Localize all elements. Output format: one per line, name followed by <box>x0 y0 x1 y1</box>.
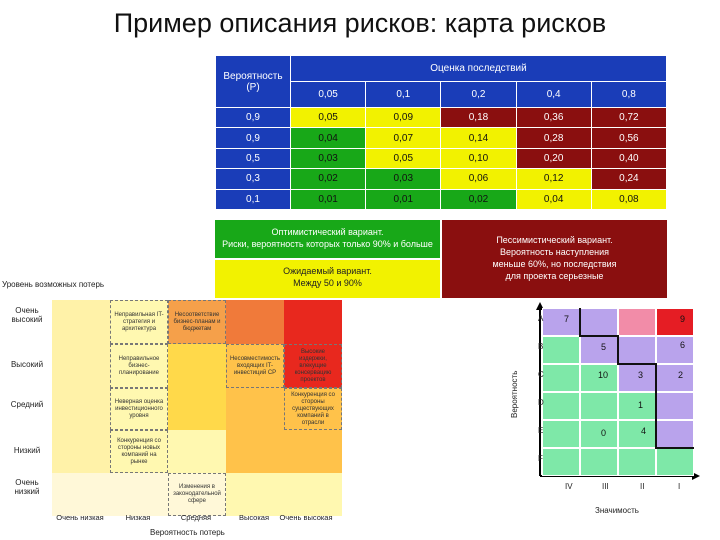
pessimistic-legend <box>442 220 667 298</box>
probability-row-label: F <box>538 454 543 463</box>
risk-cell: 0,09 <box>366 108 441 128</box>
consequence-value: 0,8 <box>591 82 666 108</box>
risk-cell: 0,36 <box>516 108 591 128</box>
probability-label: Очень низкая <box>56 513 104 522</box>
risk-number: 6 <box>680 340 686 350</box>
consequence-header: Оценка последствий <box>291 56 667 82</box>
risk-cell: 0,07 <box>366 128 441 148</box>
risk-assessment-table <box>215 55 667 210</box>
matrix-boundary-line <box>500 298 720 540</box>
risk-cell: Конкуренция со стороны существующих компаний в отрасли <box>284 388 342 430</box>
risk-number: 1 <box>638 400 644 410</box>
risk-number: 5 <box>601 342 607 352</box>
risk-cell: 0,06 <box>441 169 516 189</box>
risk-cell: Неверная оценка инвестиционного уровня <box>110 388 168 430</box>
table-row <box>216 128 667 148</box>
probability-row-label: D <box>538 398 544 407</box>
loss-heat-map <box>0 268 360 540</box>
probability-value: 0,9 <box>216 128 291 148</box>
risk-cell: 0,72 <box>591 108 666 128</box>
consequence-value: 0,05 <box>291 82 366 108</box>
risk-number: 10 <box>598 370 609 380</box>
risk-cell: 0,04 <box>516 189 591 209</box>
table-row <box>216 148 667 168</box>
probability-row-label: B <box>538 342 544 351</box>
significance-axis-title: Значимость <box>595 506 639 515</box>
risk-number: 0 <box>601 428 607 438</box>
significance-col-label: IV <box>565 482 573 491</box>
probability-label: Средняя <box>180 513 212 522</box>
pessimistic-title: Пессимистический вариант. <box>496 235 613 245</box>
probability-impact-matrix <box>500 298 720 540</box>
page-title: Пример описания рисков: карта рисков <box>113 8 607 38</box>
probability-value: 0,3 <box>216 169 291 189</box>
risk-cell: 0,04 <box>291 128 366 148</box>
table-row <box>216 169 667 189</box>
probability-axis-title: Вероятность потерь <box>150 528 225 537</box>
risk-cell: 0,05 <box>291 108 366 128</box>
heat-map-zone <box>168 344 226 430</box>
loss-level-label: Очень высокий <box>11 306 43 324</box>
probability-value: 0,1 <box>216 189 291 209</box>
consequence-value: 0,2 <box>441 82 516 108</box>
probability-header: Вероятность (P) <box>216 56 291 108</box>
significance-col-label: III <box>602 482 609 491</box>
loss-level-label: Высокий <box>10 360 44 369</box>
risk-cell: 0,18 <box>441 108 516 128</box>
table-row <box>216 108 667 128</box>
risk-cell: Неправильная IT-стратегия и архитектура <box>110 300 168 344</box>
expected-text: Между 50 и 90% <box>293 278 362 288</box>
expected-title: Ожидаемый вариант. <box>283 266 372 276</box>
risk-cell: 0,12 <box>516 169 591 189</box>
table-row <box>216 189 667 209</box>
risk-cell: Высокие издержки, влекущие консервацию проектов <box>284 344 342 388</box>
risk-cell: 0,28 <box>516 128 591 148</box>
significance-col-label: I <box>678 482 681 491</box>
pessimistic-text: для проекта серьезные <box>505 271 604 281</box>
significance-col-label: II <box>640 482 645 491</box>
risk-cell: 0,03 <box>291 148 366 168</box>
probability-row-label: C <box>538 370 544 379</box>
pessimistic-text: Вероятность наступления <box>499 247 609 257</box>
risk-cell: Конкуренция со стороны новых компаний на рынке <box>110 430 168 473</box>
optimistic-title: Оптимистический вариант. <box>271 227 384 237</box>
risk-cell: 0,20 <box>516 148 591 168</box>
risk-cell: 0,10 <box>441 148 516 168</box>
probability-value: 0,9 <box>216 108 291 128</box>
risk-cell: 0,05 <box>366 148 441 168</box>
probability-label: Низкая <box>125 513 151 522</box>
optimistic-legend <box>215 220 440 258</box>
risk-cell: 0,08 <box>591 189 666 209</box>
risk-cell: 0,01 <box>366 189 441 209</box>
loss-level-label: Низкий <box>13 446 41 455</box>
probability-row-label: E <box>538 426 544 435</box>
probability-label: Очень высокая <box>279 513 333 522</box>
loss-level-label: Очень низкий <box>14 478 40 496</box>
risk-cell: 0,40 <box>591 148 666 168</box>
loss-level-label: Средний <box>10 400 44 409</box>
risk-cell: Несоответствие бизнес-планам и бюджетам <box>168 300 226 344</box>
risk-cell: Неправильное бизнес-планирование <box>110 344 168 388</box>
risk-cell: Несовместимость входящих IT-инвестиций СР <box>226 344 284 388</box>
risk-number: 2 <box>678 370 684 380</box>
risk-cell: Изменения в законодательной сфере <box>168 473 226 516</box>
risk-cell: 0,24 <box>591 169 666 189</box>
probability-label: Высокая <box>238 513 270 522</box>
risk-number: 4 <box>641 426 647 436</box>
risk-cell: 0,01 <box>291 189 366 209</box>
risk-number: 7 <box>564 314 570 324</box>
risk-number: 9 <box>680 314 686 324</box>
heat-map-zone <box>226 300 284 344</box>
probability-axis-title: Вероятность <box>510 370 519 418</box>
pessimistic-text: меньше 60%, но последствия <box>492 259 617 269</box>
risk-number: 3 <box>638 370 644 380</box>
risk-cell: 0,02 <box>291 169 366 189</box>
risk-cell: 0,03 <box>366 169 441 189</box>
risk-cell: 0,56 <box>591 128 666 148</box>
risk-cell: 0,02 <box>441 189 516 209</box>
probability-row-label: A <box>538 314 544 323</box>
probability-value: 0,5 <box>216 148 291 168</box>
loss-level-axis-title: Уровень возможных потерь <box>2 280 105 289</box>
consequence-value: 0,1 <box>366 82 441 108</box>
consequence-value: 0,4 <box>516 82 591 108</box>
risk-cell: 0,14 <box>441 128 516 148</box>
optimistic-text: Риски, вероятность которых только 90% и больше <box>222 239 433 249</box>
